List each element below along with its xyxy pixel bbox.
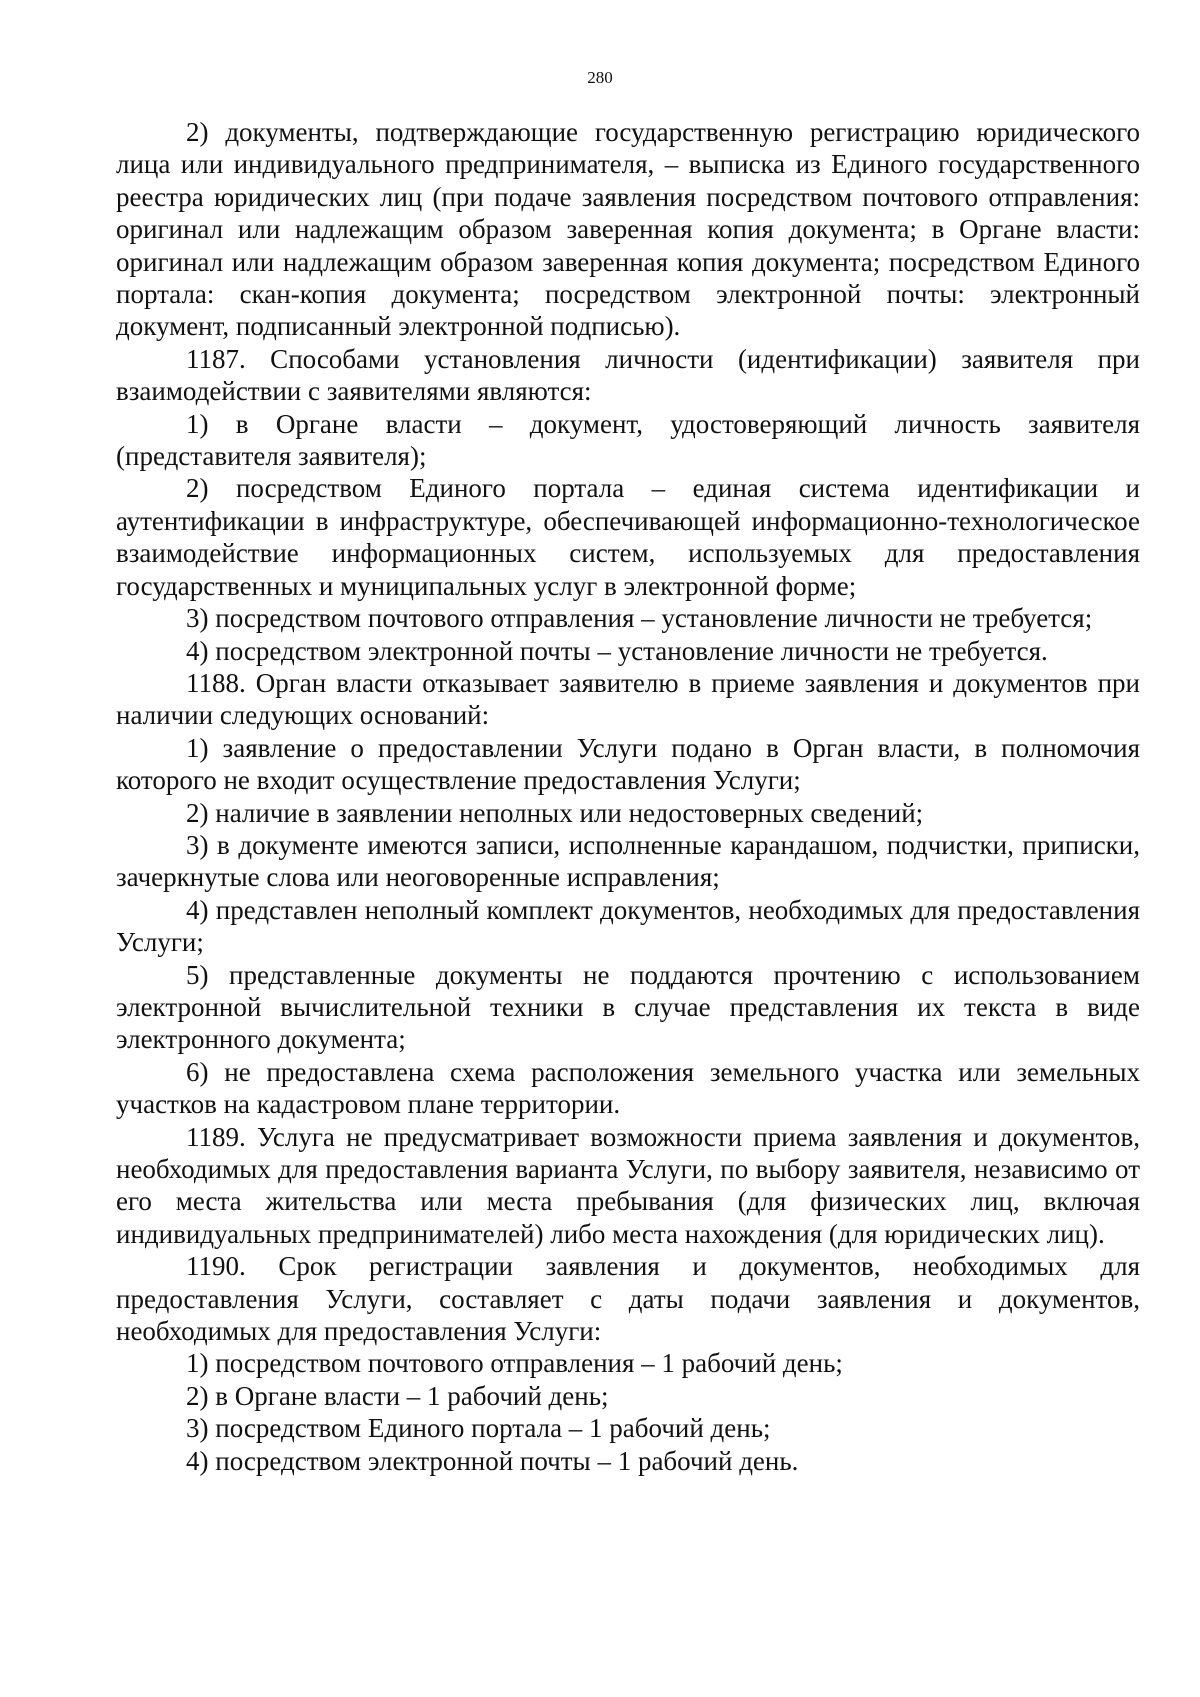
- paragraph: 4) представлен неполный комплект документов, необходимых для предоставления Услуги;: [116, 894, 1140, 958]
- paragraph: 2) посредством Единого портала – единая система идентификации и аутентификации в инфраструктуре, обеспечивающей информационно-технологическое взаимодействие информационных систем, используемых для предоставления государственных и муниципальных услуг в электронной форме;: [116, 473, 1140, 601]
- paragraph: 6) не предоставлена схема расположения земельного участка или земельных участков на кадастровом плане территории.: [116, 1056, 1140, 1120]
- paragraph: 3) в документе имеются записи, исполненные карандашом, подчистки, приписки, зачеркнутые слова или неоговоренные исправления;: [116, 829, 1140, 893]
- document-body: [116, 116, 1140, 1477]
- paragraph: 1) заявление о предоставлении Услуги подано в Орган власти, в полномочия которого не входит осуществление предоставления Услуги;: [116, 732, 1140, 796]
- paragraph: 4) посредством электронной почты – 1 рабочий день.: [186, 1445, 799, 1476]
- paragraph: 1189. Услуга не предусматривает возможности приема заявления и документов, необходимых для предоставления варианта Услуги, по выбору заявителя, независимо от его места жительства или места пребывания (для физических лиц, включая индивидуальных предпринимателей) либо места нахождения (для юридических лиц).: [116, 1121, 1140, 1249]
- paragraph: 4) посредством электронной почты – установление личности не требуется.: [186, 635, 1048, 666]
- paragraph: 1188. Орган власти отказывает заявителю в приеме заявления и документов при наличии следующих оснований:: [116, 667, 1140, 731]
- paragraph: 3) посредством Единого портала – 1 рабочий день;: [186, 1413, 771, 1444]
- page-number: 280: [587, 68, 613, 87]
- paragraph: 1190. Срок регистрации заявления и документов, необходимых для предоставления Услуги, составляет с даты подачи заявления и документов, необходимых для предоставления Услуги:: [116, 1251, 1140, 1347]
- paragraph: 1) в Органе власти – документ, удостоверяющий личность заявителя (представителя заявителя);: [116, 408, 1140, 472]
- paragraph: 1187. Способами установления личности (идентификации) заявителя при взаимодействии с заявителями являются:: [116, 343, 1140, 407]
- paragraph: 3) посредством почтового отправления – установление личности не требуется;: [186, 603, 1093, 634]
- paragraph: 1) посредством почтового отправления – 1 рабочий день;: [186, 1348, 843, 1379]
- paragraph: 2) в Органе власти – 1 рабочий день;: [186, 1380, 609, 1411]
- paragraph: 2) документы, подтверждающие государственную регистрацию юридического лица или индивидуального предпринимателя, – выписка из Единого государственного реестра юридических лиц (при подаче заявления посредством почтового отправления: оригинал или надлежащим образом заверенная копия документа; в Органе власти: оригинал или надлежащим образом заверенная копия документа; посредством Единого портала: скан-копия документа; посредством электронной почты: электронный документ, подписанный электронной подписью).: [116, 117, 1140, 342]
- paragraph: 2) наличие в заявлении неполных или недостоверных сведений;: [186, 797, 924, 828]
- paragraph: 5) представленные документы не поддаются прочтению с использованием электронной вычислительной техники в случае представления их текста в виде электронного документа;: [116, 959, 1140, 1055]
